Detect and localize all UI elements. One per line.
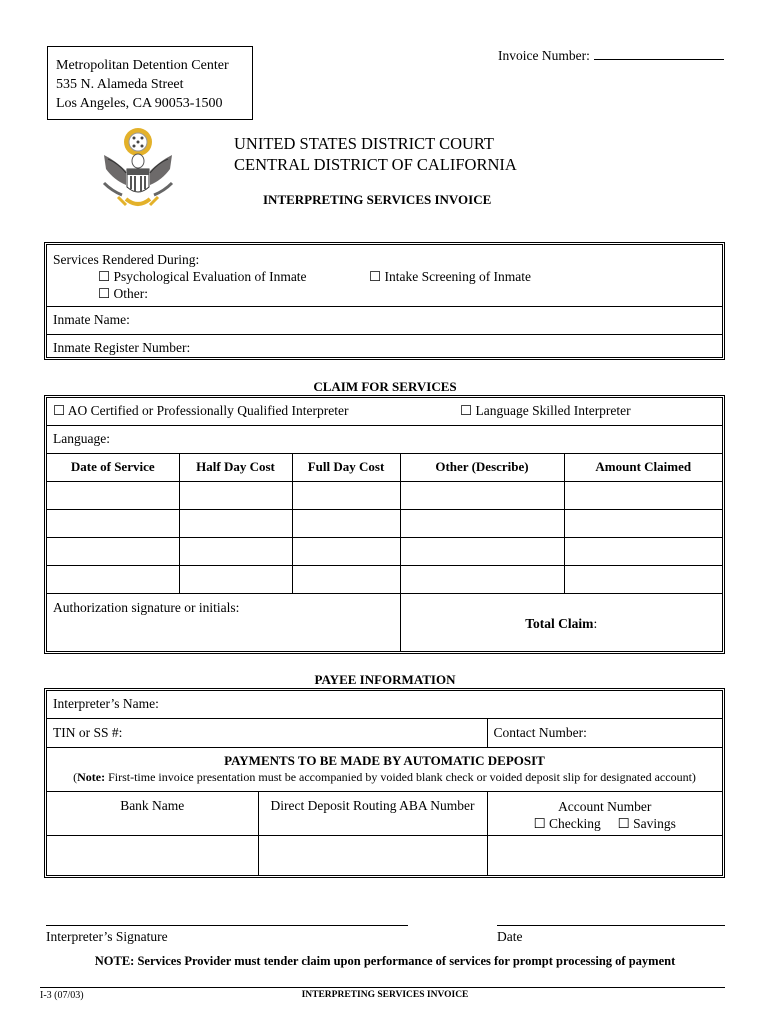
authorization-field[interactable]: Authorization signature or initials: (47, 593, 400, 651)
routing-header: Direct Deposit Routing ABA Number (258, 791, 487, 835)
account-number-label: Account Number (558, 798, 652, 814)
other-checkbox[interactable]: ☐ Other: (98, 286, 148, 301)
date-cell[interactable] (47, 537, 179, 565)
other-cell[interactable] (400, 565, 564, 593)
footer-rule (40, 987, 725, 988)
court-header (234, 133, 517, 175)
col-amount-claimed: Amount Claimed (564, 453, 722, 481)
account-number-field[interactable] (487, 835, 722, 875)
amount-cell[interactable] (564, 481, 722, 509)
date-cell[interactable] (47, 565, 179, 593)
deposit-heading: PAYMENTS TO BE MADE BY AUTOMATIC DEPOSIT (224, 753, 545, 768)
ao-certified-checkbox[interactable]: ☐ AO Certified or Professionally Qualified Interpreter (53, 403, 349, 419)
note-bold: Note: (77, 770, 106, 784)
table-row (47, 509, 722, 537)
footer-note: NOTE: Services Provider must tender claim upon performance of services for prompt processing of payment (94, 954, 676, 968)
payee-section (44, 688, 725, 878)
date-cell[interactable] (47, 509, 179, 537)
other-cell[interactable] (400, 481, 564, 509)
full-day-cell[interactable] (292, 509, 400, 537)
deposit-notice: PAYMENTS TO BE MADE BY AUTOMATIC DEPOSIT (Note: First-time invoice presentation must be accompanied by voided blank check or voided deposit slip for designated account) (47, 747, 722, 791)
total-claim-field[interactable] (400, 593, 722, 651)
invoice-number-field[interactable] (594, 47, 724, 60)
services-label: Services Rendered During: (53, 252, 200, 267)
invoice-number (498, 47, 724, 64)
half-day-cell[interactable] (179, 537, 292, 565)
col-date-of-service: Date of Service (47, 453, 179, 481)
full-day-cell[interactable] (292, 481, 400, 509)
checking-checkbox[interactable]: ☐ Checking (533, 815, 601, 831)
signature-line[interactable] (46, 925, 408, 926)
footer-form-name: INTERPRETING SERVICES INVOICE (301, 990, 469, 1000)
note-text: First-time invoice presentation must be accompanied by voided blank check or voided deposit slip for designated account) (105, 770, 696, 784)
total-claim-colon: : (593, 615, 598, 631)
full-day-cell[interactable] (292, 565, 400, 593)
services-section (44, 242, 725, 360)
contact-number-field[interactable]: Contact Number: (487, 718, 722, 747)
eagle-seal-icon (96, 125, 180, 215)
col-other-describe: Other (Describe) (400, 453, 564, 481)
table-row (47, 481, 722, 509)
full-day-cell[interactable] (292, 537, 400, 565)
claim-heading: CLAIM FOR SERVICES (313, 379, 457, 394)
amount-cell[interactable] (564, 565, 722, 593)
inmate-name-field[interactable]: Inmate Name: (47, 306, 722, 334)
account-number-header (487, 791, 722, 835)
form-title: INTERPRETING SERVICES INVOICE (263, 192, 492, 207)
col-half-day-cost: Half Day Cost (179, 453, 292, 481)
language-skilled-checkbox[interactable]: ☐ Language Skilled Interpreter (460, 403, 631, 419)
court-line-1: UNITED STATES DISTRICT COURT (234, 134, 495, 153)
form-code: I-3 (07/03) (40, 990, 84, 1001)
col-full-day-cost: Full Day Cost (292, 453, 400, 481)
date-cell[interactable] (47, 481, 179, 509)
court-line-2: CENTRAL DISTRICT OF CALIFORNIA (234, 155, 517, 174)
sender-city: Los Angeles, CA 90053-1500 (56, 96, 223, 111)
interpreter-name-field[interactable]: Interpreter’s Name: (47, 691, 722, 718)
total-claim-label: Total Claim (525, 615, 594, 631)
intake-screening-checkbox[interactable]: ☐ Intake Screening of Inmate (369, 269, 532, 284)
other-cell[interactable] (400, 537, 564, 565)
psych-eval-checkbox[interactable]: ☐ Psychological Evaluation of Inmate (98, 269, 307, 284)
table-row (47, 537, 722, 565)
claim-section (44, 395, 725, 654)
invoice-number-label: Invoice Number: (498, 48, 590, 63)
half-day-cell[interactable] (179, 481, 292, 509)
half-day-cell[interactable] (179, 565, 292, 593)
other-cell[interactable] (400, 509, 564, 537)
amount-cell[interactable] (564, 509, 722, 537)
date-line[interactable] (497, 925, 725, 926)
inmate-register-field[interactable]: Inmate Register Number: (47, 334, 722, 361)
routing-field[interactable] (258, 835, 487, 875)
sender-name: Metropolitan Detention Center (56, 58, 229, 73)
table-row (47, 565, 722, 593)
bank-name-field[interactable] (47, 835, 258, 875)
language-field[interactable]: Language: (47, 425, 722, 453)
sender-address-box (47, 46, 253, 120)
services-rendered-cell (47, 245, 722, 306)
amount-cell[interactable] (564, 537, 722, 565)
tin-field[interactable]: TIN or SS #: (47, 718, 487, 747)
sender-street: 535 N. Alameda Street (56, 77, 184, 92)
date-label: Date (497, 929, 523, 944)
half-day-cell[interactable] (179, 509, 292, 537)
payee-heading: PAYEE INFORMATION (314, 672, 456, 687)
savings-checkbox[interactable]: ☐ Savings (617, 815, 676, 831)
bank-name-header: Bank Name (47, 791, 258, 835)
signature-label: Interpreter’s Signature (46, 929, 168, 944)
